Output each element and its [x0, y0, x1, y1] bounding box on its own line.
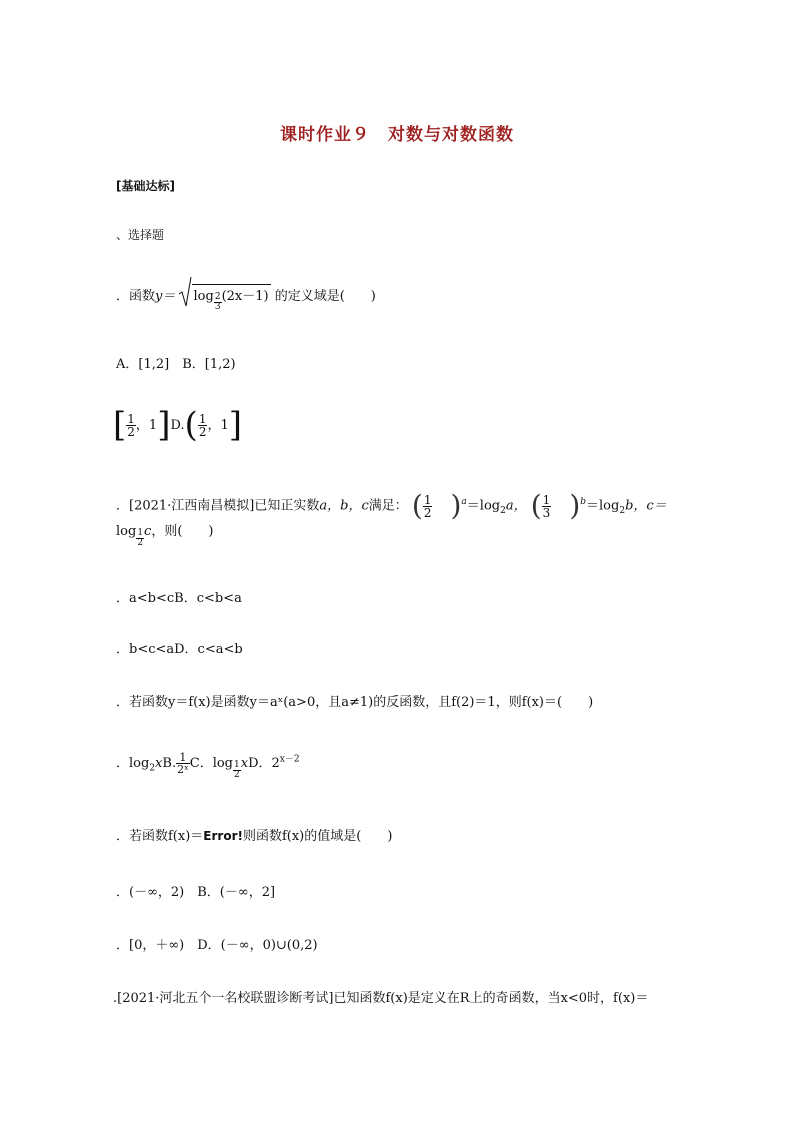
- q2-frac-1: $\frac{1}{2}$: [423, 492, 432, 520]
- radical-sign-icon: [178, 276, 192, 310]
- q4-options-ab: ．(－∞，2) B．(－∞，2]: [116, 885, 276, 900]
- q1-opt-d-rest: ，1: [207, 417, 229, 433]
- q2-line2-base: $\frac{1}{2}$: [137, 528, 144, 548]
- q1-suffix: 的定义域是( ): [274, 289, 376, 304]
- q1-log-base: $\frac{2}{3}$: [214, 292, 221, 312]
- q3-opt-b-frac: $\frac{1}{\text{2ˣ}}$: [177, 751, 189, 776]
- q1-log-arg: (2x－1): [221, 289, 269, 304]
- q1-opt-d-label: D.: [170, 417, 185, 433]
- question-5: .[2021·河北五个一名校联盟诊断考试]已知函数f(x)是定义在R上的奇函数，当x<0时，f(x)＝: [113, 991, 649, 1006]
- question-2: ．[2021·江西南昌模拟]已知正实数a，b，c满足： ( $\frac{1}{2}$ )$^a=\log_2a$， ( $\frac{1}{3}$ )$^b=\log_2b$，c＝: [116, 489, 667, 522]
- q2-options-ab: ．a<b<cB．c<b<a: [116, 591, 242, 606]
- question-3: ．若函数y＝f(x)是函数y＝aˣ(a>0，且a≠1)的反函数，且f(2)＝1，则f(x)＝( ): [116, 695, 594, 710]
- question-2-line-2: log $\frac{1}{2}$ c，则( ): [116, 524, 214, 548]
- section-heading: [基础达标]: [116, 179, 175, 193]
- q1-log: log: [193, 289, 214, 304]
- q1-sqrt: [180, 284, 271, 312]
- subsection-heading: 、选择题: [116, 228, 165, 242]
- q1-options-cd: [ $\frac{1}{2}$ ，1]D.( $\frac{1}{2}$ ，1]: [113, 405, 242, 445]
- q1-options-ab: A．[1,2] B．[1,2): [116, 357, 236, 372]
- question-1: [116, 284, 376, 312]
- question-4: ．若函数f(x)＝Error!则函数f(x)的值域是( ): [116, 829, 393, 844]
- q1-opt-c-rest: ，1: [135, 417, 158, 433]
- q1-opt-c-frac: $\frac{1}{2}$: [127, 411, 135, 439]
- page-title: 课时作业９ 对数与对数函数: [280, 125, 514, 145]
- q1-opt-d-frac: $\frac{1}{2}$: [198, 411, 207, 439]
- q1-y-eq: y＝: [155, 289, 176, 304]
- error-field: Error!: [203, 829, 243, 843]
- q4-options-cd: ．[0，＋∞) D．(－∞，0)∪(0,2): [116, 938, 318, 953]
- q2-options-cd: ．b<c<aD．c<a<b: [116, 642, 243, 657]
- q2-frac-2: $\frac{1}{3}$: [542, 492, 551, 520]
- q3-options: ．$\log_2xB$. $\frac{1}{\text{2ˣ}}$ C．log $\frac{1}{2}$ xD．$2^{x-2}$: [116, 751, 300, 780]
- q1-prefix: ．函数: [116, 289, 156, 304]
- q1-radicand: [192, 284, 271, 312]
- q3-opt-c-base: $\frac{1}{2}$: [234, 760, 240, 780]
